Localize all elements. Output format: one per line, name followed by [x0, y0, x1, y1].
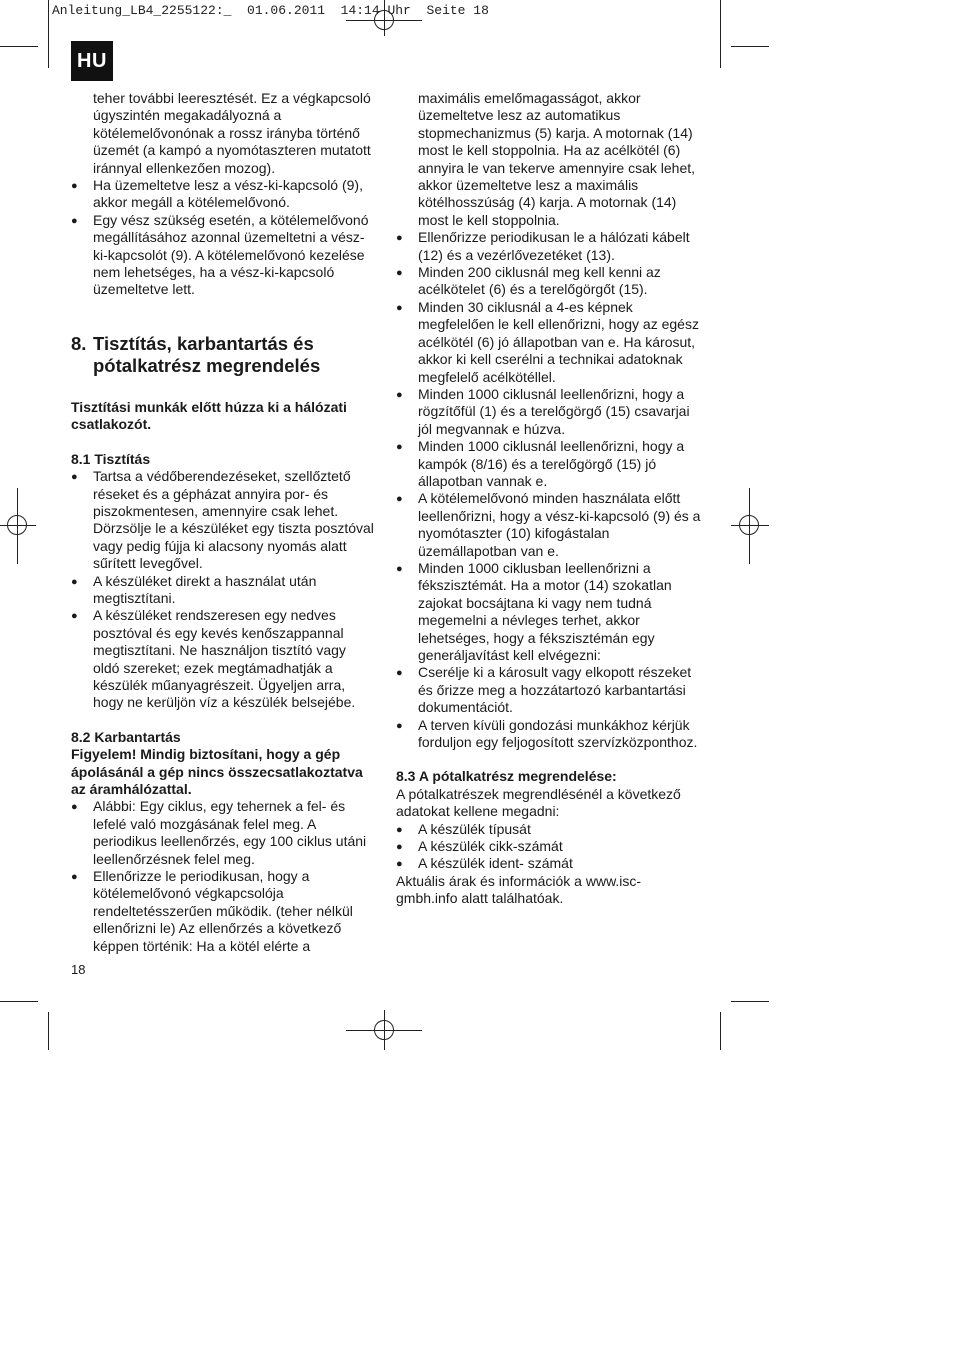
- section-title: Tisztítás, karbantartás és pótalkatrész megrendelés: [93, 332, 321, 376]
- maintenance-heading: 8.2 Karbantartás: [71, 728, 181, 745]
- list-item: ● A készülék típusát: [396, 821, 701, 838]
- parts-intro: A pótalkatrészek megrendlésénél a következő adatokat kellene megadni:: [396, 785, 681, 820]
- maintenance-warning: Figyelem! Mindig biztosítani, hogy a gép ápolásánál a gép nincs összecsatlakoztatva az áramhálózattal.: [71, 746, 363, 797]
- list-item: ● Ellenőrizze periodikusan le a hálózati kábelt (12) és a vezérlővezetéket (13).: [396, 229, 701, 264]
- list-item: ● Minden 30 ciklusnál a 4-es képnek megfelelően le kell ellenőrizni, hogy az egész acélkötél (6) jó állapotban van e. Ha károsut, akkor ki kell cserélni a technikai adatoknak megfelelő acélkötéllel.: [396, 299, 701, 386]
- list-item: ● Minden 200 ciklusnál meg kell kenni az acélkötelet (6) és a terelőgörgőt (15).: [396, 264, 701, 299]
- list-item: ● Alábbi: Egy ciklus, egy tehernek a fel- és lefelé való mozgásának felel meg. A periodikus leellenőrzés, egy 100 ciklus utáni leellenőrzésnek felel meg.: [71, 798, 375, 868]
- print-header: Anleitung_LB4_2255122:_ 01.06.2011 14:14 Uhr Seite 18: [52, 3, 489, 18]
- list-item: ● Ellenőrizze le periodikusan, hogy a kötélemelővonó végkapcsolója rendeltetésszerűen működik. (teher nélkül ellenőrizni le) Az ellenőrzés a következő képpen történik: Ha a kötél elérte a: [71, 868, 375, 955]
- page-number: 18: [71, 962, 86, 977]
- parts-heading: 8.3 A pótalkatrész megrendelése:: [396, 768, 617, 785]
- intro-paragraph: teher további leeresztését. Ez a végkapcsoló úgyszintén megakadályozná a kötélemelővonónak a rossz irányba történő üzemét (a kampó a nyomótaszteren mutatott iránnyal ellenkezően mozog).: [93, 90, 371, 176]
- list-item: ● A készülék ident- számát: [396, 855, 701, 872]
- list-item: ● Ha üzemeltetve lesz a vész-ki-kapcsoló (9), akkor megáll a kötélemelővonó.: [71, 177, 375, 212]
- cleaning-heading: 8.1 Tisztítás: [71, 450, 151, 467]
- cleaning-warning: Tisztítási munkák előtt húzza ki a hálózati csatlakozót.: [71, 398, 347, 433]
- list-item: ● A terven kívüli gondozási munkákhoz kérjük forduljon egy feljogosított szervízközponthoz.: [396, 717, 701, 752]
- list-item: ● A készüléket rendszeresen egy nedves posztóval és egy kevés kenőszappannal megtisztítani. Ne használjon tisztító vagy oldó szereket; ezek megtámadhatják a készülék műanyagrészeit. Ügyeljen arra, hogy ne kerüljön víz a készülék belsejébe.: [71, 607, 375, 711]
- list-item: ● Cserélje ki a károsult vagy elkopott részeket és őrizze meg a hozzátartozó karbantartási dokumentációt.: [396, 664, 701, 716]
- list-item: ● Egy vész szükség esetén, a kötélemelővonó megállításához azonnal üzemeltetni a vész-ki-kapcsolót (9). A kötélemelővonó kezelése nem lehetséges, ha a vész-ki-kapcsoló üzemeltetve lett.: [71, 212, 375, 299]
- language-badge: HU: [71, 41, 113, 81]
- list-item: ● Minden 1000 ciklusban leellenőrizni a fékszisztémát. Ha a motor (14) szokatlan zajokat bocsájtana ki vagy nem tudná megemelni a névleges terhet, akkor lehetséges, hogy a fékszisztémán egy generáljavítást kell elvégezni:: [396, 560, 701, 664]
- continued-paragraph: maximális emelőmagasságot, akkor üzemeltetve lesz az automatikus stopmechanizmus (5) karja. A motornak (14) most le kell stoppolnia. Ha az acélkötél (6) annyira le van tekerve amennyire csak lehet, akkor üzemeltetve lesz a maximális kötélhosszúság (4) karja. A motornak (14) most le kell stoppolnia.: [418, 90, 696, 228]
- list-item: ● Tartsa a védőberendezéseket, szellőztető réseket és a gépházat annyira por- és piszokmentesen, amennyire csak lehet. Dörzsölje le a készüléket egy tiszta posztóval vagy pedig fújja ki alacsony nyomás alatt sűrített levegővel.: [71, 468, 375, 572]
- list-item: ● Minden 1000 ciklusnál leellenőrizni, hogy a rögzítőfül (1) és a terelőgörgő (15) csavarjai jól megvannak e húzva.: [396, 386, 701, 438]
- parts-footer: Aktuális árak és információk a www.isc-gmbh.info alatt találhatóak.: [396, 872, 642, 907]
- list-item: ● A készüléket direkt a használat után megtisztítani.: [71, 573, 375, 608]
- section-heading: [71, 333, 375, 377]
- list-item: ● Minden 1000 ciklusnál leellenőrizni, hogy a kampók (8/16) és a terelőgörgő (15) jó állapotban vannak e.: [396, 438, 701, 490]
- list-item: ● A készülék cikk-számát: [396, 838, 701, 855]
- right-column: [396, 90, 701, 908]
- left-column: [71, 90, 375, 955]
- list-item: ● A kötélemelővonó minden használata előtt leellenőrizni, hogy a vész-ki-kapcsoló (9) és a nyomótaszter (10) kifogástalan üzemállapotban van e.: [396, 490, 701, 560]
- section-number: 8.: [71, 332, 87, 354]
